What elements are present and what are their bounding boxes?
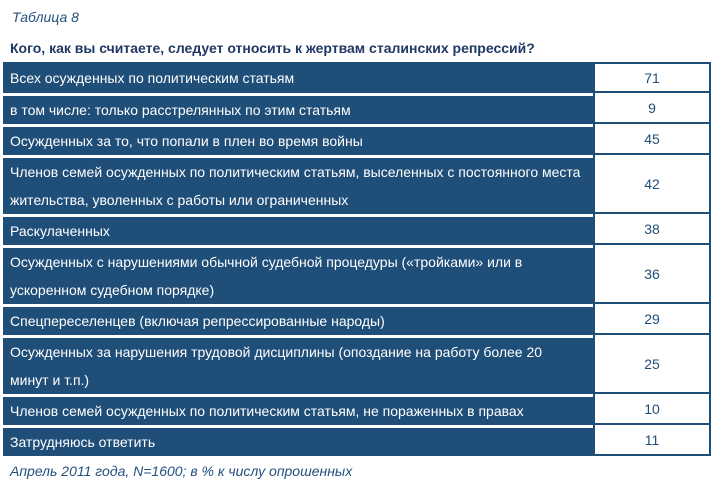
table-row xyxy=(3,214,711,245)
survey-footnote: Апрель 2011 года, N=1600; в % к числу опрошенных xyxy=(10,463,353,479)
row-label-cell: Осужденных за нарушения трудовой дисциплины (опоздание на работу более 20 минут и т.п.) xyxy=(3,335,593,394)
table-number-label: Таблица 8 xyxy=(12,9,79,25)
row-label-cell: в том числе: только расстрелянных по этим статьям xyxy=(3,93,593,124)
row-label-cell: Спецпереселенцев (включая репрессированные народы) xyxy=(3,304,593,335)
table-row xyxy=(3,155,711,214)
row-value-cell: 36 xyxy=(593,245,711,304)
row-label-cell: Осужденных с нарушениями обычной судебной процедуры («тройками» или в ускоренном судебном порядке) xyxy=(3,245,593,304)
row-value-cell: 45 xyxy=(593,124,711,155)
table-row xyxy=(3,124,711,155)
table-row xyxy=(3,335,711,394)
table-row xyxy=(3,394,711,425)
results-table xyxy=(3,62,711,456)
row-value-cell: 38 xyxy=(593,214,711,245)
table-row xyxy=(3,425,711,456)
row-value-cell: 42 xyxy=(593,155,711,214)
row-value-cell: 71 xyxy=(593,62,711,93)
row-value-cell: 9 xyxy=(593,93,711,124)
row-value-cell: 11 xyxy=(593,425,711,456)
row-value-cell: 25 xyxy=(593,335,711,394)
table-row xyxy=(3,304,711,335)
table-row xyxy=(3,93,711,124)
row-label-cell: Затрудняюсь ответить xyxy=(3,425,593,456)
survey-question: Кого, как вы считаете, следует относить к жертвам сталинских репрессий? xyxy=(10,40,535,56)
row-label-cell: Членов семей осужденных по политическим статьям, не пораженных в правах xyxy=(3,394,593,425)
row-value-cell: 29 xyxy=(593,304,711,335)
row-value-cell: 10 xyxy=(593,394,711,425)
row-label-cell: Осужденных за то, что попали в плен во время войны xyxy=(3,124,593,155)
row-label-cell: Всех осужденных по политическим статьям xyxy=(3,62,593,93)
table-row xyxy=(3,245,711,304)
row-label-cell: Раскулаченных xyxy=(3,214,593,245)
row-label-cell: Членов семей осужденных по политическим статьям, выселенных с постоянного места жительства, уволенных с работы или ограниченных xyxy=(3,155,593,214)
table-row xyxy=(3,62,711,93)
